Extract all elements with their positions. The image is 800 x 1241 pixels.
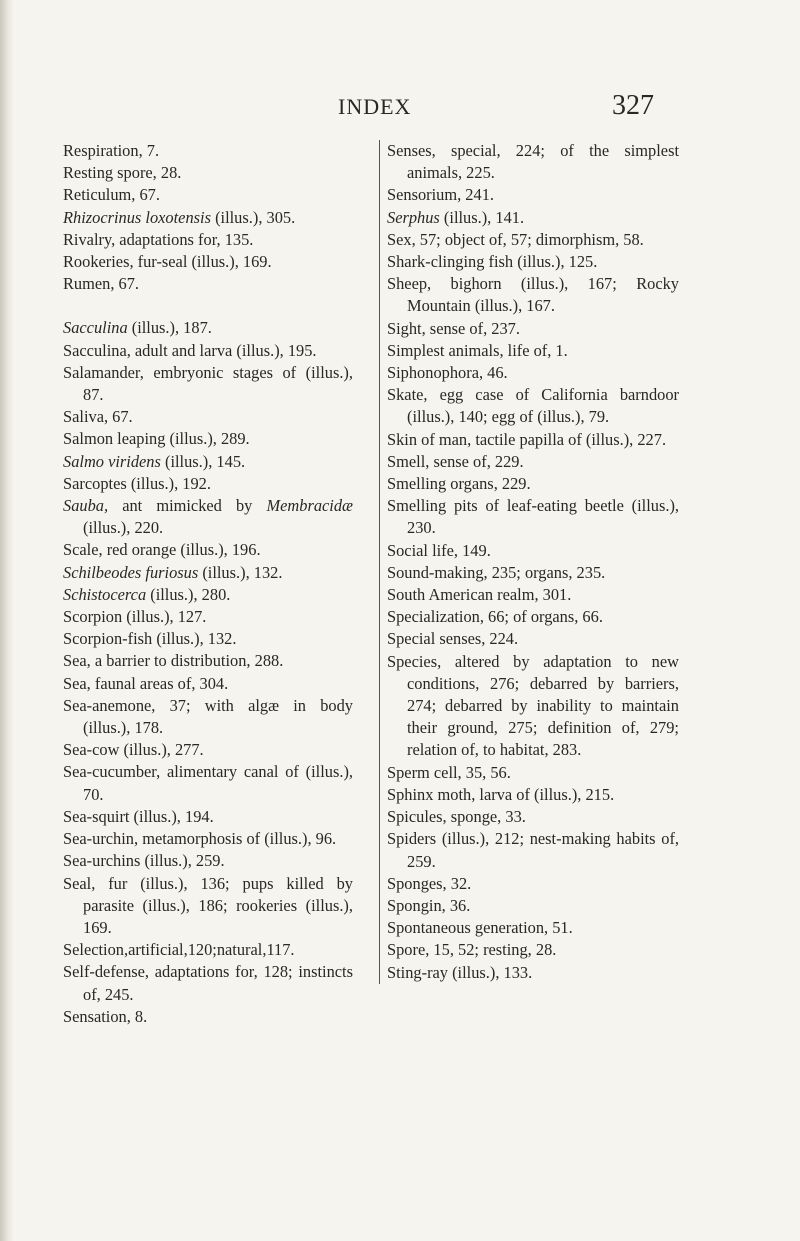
index-entry	[63, 673, 353, 695]
index-entry-italic-term: Membracidæ	[266, 496, 353, 516]
index-entry-text: Sensation, 8.	[63, 1006, 148, 1026]
index-entry	[63, 828, 353, 850]
index-entry	[63, 229, 353, 251]
index-entry-text: Reticulum, 67.	[63, 185, 160, 205]
index-entry	[387, 784, 679, 806]
index-entry	[63, 362, 353, 406]
index-entry-italic-term: Sacculina	[63, 318, 128, 338]
index-entry	[387, 762, 679, 784]
index-entry-italic-term: Salmo viridens	[63, 451, 161, 471]
index-entry	[387, 806, 679, 828]
index-entry-text: Spore, 15, 52; resting, 28.	[387, 940, 557, 960]
index-entry	[63, 273, 353, 295]
index-entry-text: Social life, 149.	[387, 540, 491, 560]
index-entry	[63, 806, 353, 828]
index-entry	[63, 562, 353, 584]
index-entry-italic-term: Schilbeodes furiosus	[63, 562, 199, 582]
index-entry	[63, 606, 353, 628]
index-entry	[387, 251, 679, 273]
index-entry	[387, 384, 679, 428]
index-entry-text: Salamander, embryonic stages of (illus.), 87.	[63, 362, 353, 405]
index-entry	[63, 739, 353, 761]
index-entry-text: Senses, special, 224; of the simplest animals, 225.	[387, 141, 679, 183]
index-entry	[387, 207, 679, 229]
index-entry-text: Skin of man, tactile papilla of (illus.), 227.	[387, 429, 667, 449]
index-entry-text: Sea-cucumber, alimentary canal of (illus.), 70.	[63, 762, 353, 804]
index-entry	[387, 651, 679, 762]
index-entry	[63, 340, 353, 362]
index-entry-text: Sting-ray (illus.), 133.	[387, 962, 533, 982]
index-entry-text: Smelling organs, 229.	[387, 474, 531, 494]
index-entry	[63, 184, 353, 206]
index-entry-text: (illus.), 305.	[210, 207, 296, 227]
index-entry-text: Special senses, 224.	[387, 629, 519, 649]
index-entry-text: Spongin, 36.	[387, 895, 471, 915]
index-entry-text: Sea-anemone, 37; with algæ in body (illus.), 178.	[63, 695, 353, 738]
index-entry	[387, 962, 679, 984]
index-entry	[63, 650, 353, 672]
index-entry-text: Salmon leaping (illus.), 289.	[63, 429, 250, 449]
index-entry-text: Spontaneous generation, 51.	[387, 918, 573, 938]
index-entry-text: Sphinx moth, larva of (illus.), 215.	[387, 784, 615, 804]
index-entry-text: Skate, egg case of California barndoor (illus.), 140; egg of (illus.), 79.	[387, 385, 679, 427]
index-entry	[387, 451, 679, 473]
index-entry	[63, 451, 353, 473]
index-entry-text: Species, altered by adaptation to new conditions, 276; debarred by barriers, 274; debarred by inability to maintain their ground, 275; definition of, 279; relation of, to habitat, 283.	[387, 651, 679, 760]
index-entry-text: South American realm, 301.	[387, 585, 572, 605]
index-entry-text: Smell, sense of, 229.	[387, 451, 524, 471]
index-entry-text: Seal, fur (illus.), 136; pups killed by parasite (illus.), 186; rookeries (illus.), 169.	[63, 873, 353, 937]
index-entry	[387, 939, 679, 961]
index-entry	[63, 207, 353, 229]
index-entry-text: Rookeries, fur-seal (illus.), 169.	[63, 252, 272, 272]
index-entry	[63, 1006, 353, 1028]
index-entry-italic-term: Rhizocrinus loxotensis	[63, 207, 211, 227]
index-entry	[63, 695, 353, 739]
index-entry-text: Selection,artificial,120;natural,117.	[63, 940, 295, 960]
index-entry-text: Sperm cell, 35, 56.	[387, 762, 511, 782]
index-entry-text: Siphonophora, 46.	[387, 363, 508, 383]
index-entry	[387, 540, 679, 562]
index-entry-text: Sea-cow (illus.), 277.	[63, 740, 204, 760]
index-entry-text: (illus.), 141.	[439, 207, 525, 227]
index-entry	[63, 495, 353, 539]
index-entry-text: Sponges, 32.	[387, 873, 472, 893]
index-entry	[63, 961, 353, 1005]
index-column-left	[63, 140, 353, 1028]
index-entry-text: Shark-clinging fish (illus.), 125.	[387, 252, 598, 272]
running-title: INDEX	[338, 94, 412, 119]
index-entry-text: Scorpion (illus.), 127.	[63, 607, 207, 627]
index-entry	[387, 318, 679, 340]
index-entry-text: Self-defense, adaptations for, 128; instincts of, 245.	[63, 962, 353, 1004]
index-entry	[63, 539, 353, 561]
index-entry	[387, 895, 679, 917]
index-entry-text: Resting spore, 28.	[63, 163, 182, 183]
index-entry-text: ant mimicked by	[108, 496, 267, 516]
index-entry	[63, 473, 353, 495]
index-entry-text: Simplest animals, life of, 1.	[387, 340, 568, 360]
index-entry	[63, 317, 353, 339]
index-entry-text: Sheep, bighorn (illus.), 167; Rocky Mountain (illus.), 167.	[387, 274, 679, 316]
index-entry-text: Smelling pits of leaf-eating beetle (illus.), 230.	[387, 496, 679, 538]
index-entry-text: (illus.), 187.	[127, 318, 212, 338]
index-entry	[387, 429, 679, 451]
index-entry-text: Respiration, 7.	[63, 141, 160, 160]
index-entry	[63, 584, 353, 606]
index-entry-text: Sea, a barrier to distribution, 288.	[63, 651, 284, 671]
index-entry-text: Specialization, 66; of organs, 66.	[387, 607, 603, 627]
index-entry-text: Spiders (illus.), 212; nest-making habits of, 259.	[387, 829, 679, 871]
index-entry	[63, 873, 353, 940]
index-entry	[387, 229, 679, 251]
index-entry-text: Sensorium, 241.	[387, 185, 494, 205]
index-entry	[63, 406, 353, 428]
index-entry-text: Sex, 57; object of, 57; dimorphism, 58.	[387, 229, 644, 249]
index-entry	[63, 628, 353, 650]
index-entry-text: Sight, sense of, 237.	[387, 318, 520, 338]
index-entry	[387, 140, 679, 184]
index-entry	[63, 939, 353, 961]
index-entry	[387, 473, 679, 495]
index-entry	[387, 340, 679, 362]
index-entry	[387, 584, 679, 606]
index-entry	[63, 850, 353, 872]
index-entry-italic-term: Sauba,	[63, 496, 109, 516]
index-entry	[387, 917, 679, 939]
index-entry	[387, 362, 679, 384]
index-entry	[387, 562, 679, 584]
page-edge-shadow	[0, 0, 14, 1241]
index-entry-text: Spicules, sponge, 33.	[387, 807, 526, 827]
index-entry-text: Sarcoptes (illus.), 192.	[63, 473, 211, 493]
index-entry-text: (illus.), 145.	[160, 451, 246, 471]
index-entry	[387, 873, 679, 895]
index-entry	[387, 273, 679, 317]
index-entry	[387, 628, 679, 650]
index-entry	[63, 162, 353, 184]
index-entry-text: Sea-urchins (illus.), 259.	[63, 851, 225, 871]
index-entry-italic-term: Schistocerca	[63, 584, 147, 604]
index-entry-text: (illus.), 132.	[198, 562, 283, 582]
index-entry-text: Sea-squirt (illus.), 194.	[63, 806, 214, 826]
page-header	[0, 84, 800, 124]
index-entry	[63, 140, 353, 162]
index-entry-text: Rumen, 67.	[63, 274, 140, 294]
index-entry-text: Sound-making, 235; organs, 235.	[387, 562, 606, 582]
index-entry-text: Scale, red orange (illus.), 196.	[63, 540, 261, 560]
index-entry	[387, 828, 679, 872]
index-entry-text: (illus.), 220.	[83, 518, 164, 538]
index-entry	[387, 184, 679, 206]
index-entry-italic-term: Serphus	[387, 207, 440, 227]
page-number: 327	[612, 90, 654, 121]
index-column-right	[379, 140, 679, 984]
index-entry	[63, 428, 353, 450]
index-entry	[387, 495, 679, 539]
index-entry-text: Scorpion-fish (illus.), 132.	[63, 629, 237, 649]
index-entry-text: Sea, faunal areas of, 304.	[63, 673, 229, 693]
index-entry-text: Rivalry, adaptations for, 135.	[63, 229, 254, 249]
index-entry-text: Sacculina, adult and larva (illus.), 195.	[63, 340, 317, 360]
index-entry-text: (illus.), 280.	[146, 584, 231, 604]
index-entry-text: Saliva, 67.	[63, 407, 133, 427]
index-entry	[63, 251, 353, 273]
index-entry-text: Sea-urchin, metamorphosis of (illus.), 96.	[63, 829, 337, 849]
index-entry	[63, 761, 353, 805]
index-entry	[387, 606, 679, 628]
